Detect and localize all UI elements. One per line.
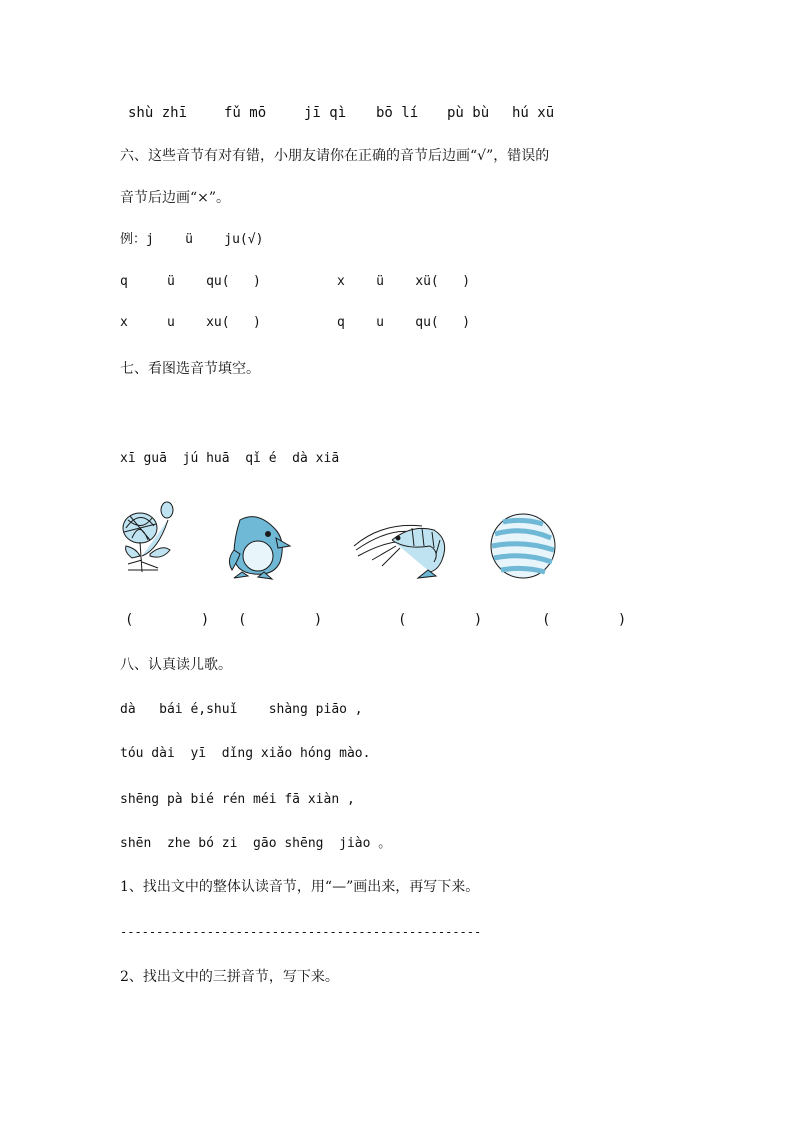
answer-blank[interactable]: ( ) — [125, 612, 210, 628]
exercise-row-right: x ü xü( ) — [337, 274, 471, 289]
exercise-row-right: q u qu( ) — [337, 315, 471, 330]
poem-line: dà bái é,shuǐ shàng piāo , — [120, 702, 363, 717]
pinyin-word: pù bù — [447, 105, 490, 121]
pinyin-word: shù zhī — [128, 105, 188, 121]
watermelon-icon — [489, 512, 557, 580]
pinyin-word: hú xū — [512, 105, 555, 121]
section-8-title: 八、认真读儿歌。 — [120, 657, 232, 673]
section-7-title: 七、看图选音节填空。 — [120, 361, 260, 377]
shrimp-icon — [352, 516, 452, 580]
poem-line: tóu dài yī dǐng xiǎo hóng mào. — [120, 746, 371, 761]
section-6-title: 六、这些音节有对有错，小朋友请你在正确的音节后边画“√”，错误的 — [120, 148, 550, 164]
example-line: 例：j ü ju(√) — [120, 232, 264, 247]
exercise-row-left: x u xu( ) — [120, 315, 261, 330]
poem-line: shēng pà bié rén méi fā xiàn , — [120, 792, 355, 807]
question-2: 2、找出文中的三拼音节，写下来。 — [120, 969, 339, 985]
section-6-title-cont: 音节后边画“×”。 — [120, 190, 231, 206]
pinyin-word: fǔ mō — [224, 105, 267, 121]
chrysanthemum-icon — [118, 498, 184, 578]
pinyin-word: bō lí — [376, 105, 419, 121]
penguin-icon — [228, 512, 298, 580]
answer-blank[interactable]: ( ) — [542, 612, 627, 628]
answer-blank[interactable]: ( ) — [238, 612, 323, 628]
poem-line: shēn zhe bó zi gāo shēng jiào 。 — [120, 836, 392, 851]
pinyin-word: jī qì — [304, 105, 347, 121]
answer-line[interactable]: -------------------------------------------------- — [120, 925, 482, 939]
exercise-row-left: q ü qu( ) — [120, 274, 261, 289]
answer-blank[interactable]: ( ) — [398, 612, 483, 628]
pinyin-options: xī guā jú huā qǐ é dà xiā — [120, 451, 340, 466]
question-1: 1、找出文中的整体认读音节，用“—”画出来，再写下来。 — [120, 879, 480, 895]
